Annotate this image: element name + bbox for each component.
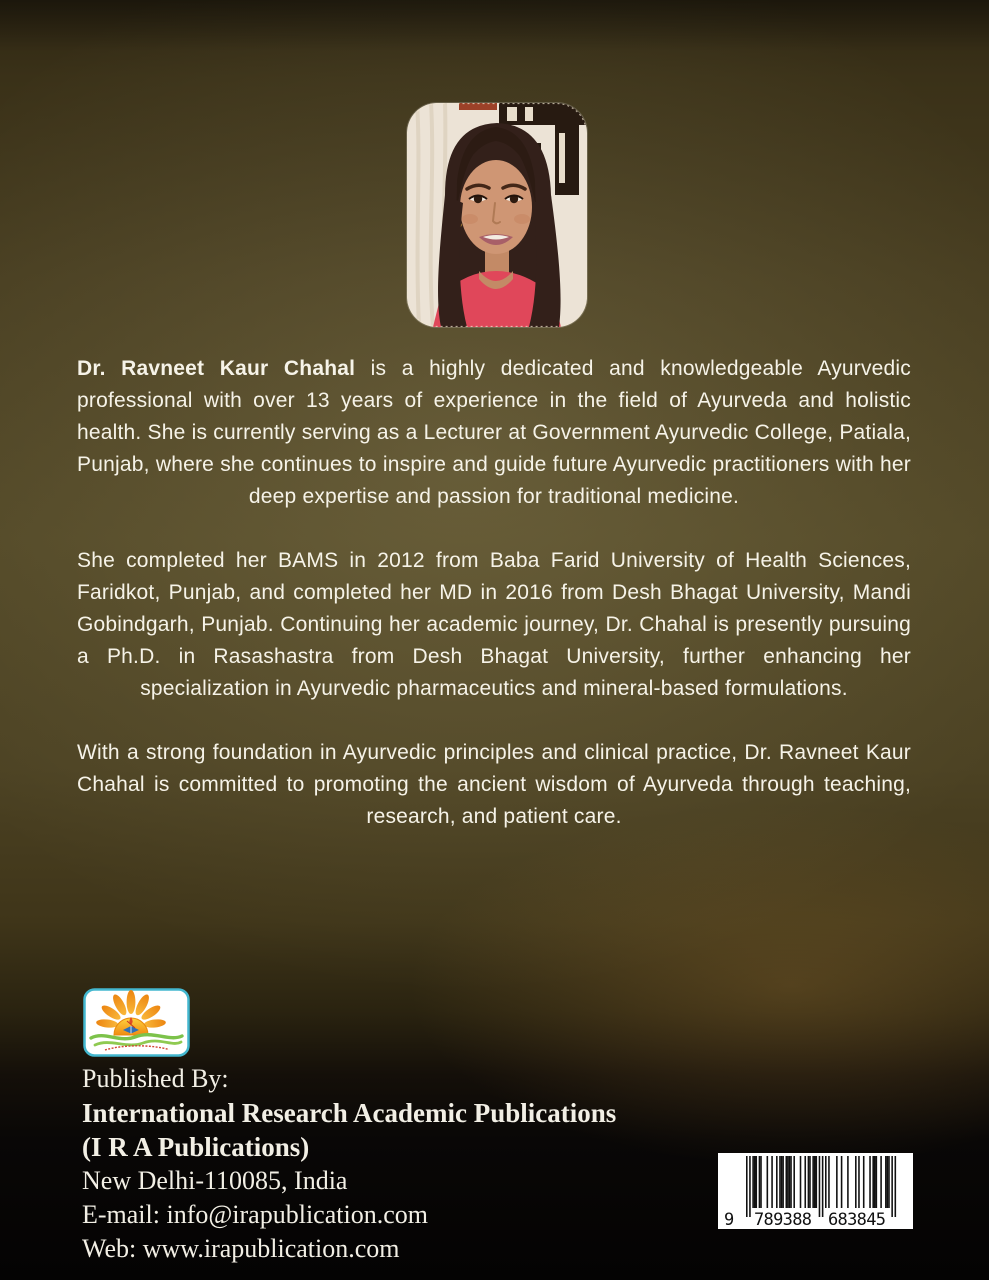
author-bio	[77, 353, 911, 865]
author-name: Dr. Ravneet Kaur Chahal	[77, 357, 356, 380]
publisher-address: New Delhi-110085, India	[82, 1166, 348, 1195]
barcode-bars	[746, 1156, 896, 1217]
sunrise-logo-icon	[83, 988, 190, 1057]
barcode-digits-left: 789388	[754, 1210, 812, 1229]
publisher-info	[82, 1062, 616, 1266]
publisher-abbreviation: (I R A Publications)	[82, 1132, 310, 1162]
bio-paragraph-3: With a strong foundation in Ayurvedic principles and clinical practice, Dr. Ravneet Kaur Chahal is committed to promoting the ancient wisdom of Ayurveda through teaching, research, and patient care.	[77, 741, 911, 828]
publisher-email: E-mail: info@irapublication.com	[82, 1200, 428, 1229]
ira-publications-logo	[83, 988, 190, 1057]
bio-paragraph-2: She completed her BAMS in 2012 from Baba Farid University of Health Sciences, Faridkot, Punjab, and completed her MD in 2016 from Desh Bhagat University, Mandi Gobindgarh, Punjab. Continuing her academic journey, Dr. Chahal is presently pursuing a Ph.D. in Rasashastra from Desh Bhagat University, further enhancing her specialization in Ayurvedic pharmaceutics and mineral-based formulations.	[77, 549, 911, 700]
author-portrait-illustration	[407, 103, 587, 327]
barcode-digits-right: 683845	[828, 1210, 886, 1229]
isbn-barcode	[718, 1153, 913, 1229]
published-by-label: Published By:	[82, 1064, 229, 1093]
bio-paragraph-1	[77, 353, 911, 513]
author-photo	[407, 103, 587, 327]
bio-paragraph-1-text: is a highly dedicated and knowledgeable Ayurvedic professional with over 13 years of experience in the field of Ayurveda and holistic health. She is currently serving as a Lecturer at Government Ayurvedic College, Patiala, Punjab, where she continues to inspire and guide future Ayurvedic practitioners with her deep expertise and passion for traditional medicine.	[77, 357, 911, 508]
ean13-barcode	[718, 1153, 913, 1229]
publisher-website: Web: www.irapublication.com	[82, 1234, 400, 1263]
publisher-name: International Research Academic Publications	[82, 1098, 617, 1128]
barcode-digit-first: 9	[724, 1210, 735, 1229]
